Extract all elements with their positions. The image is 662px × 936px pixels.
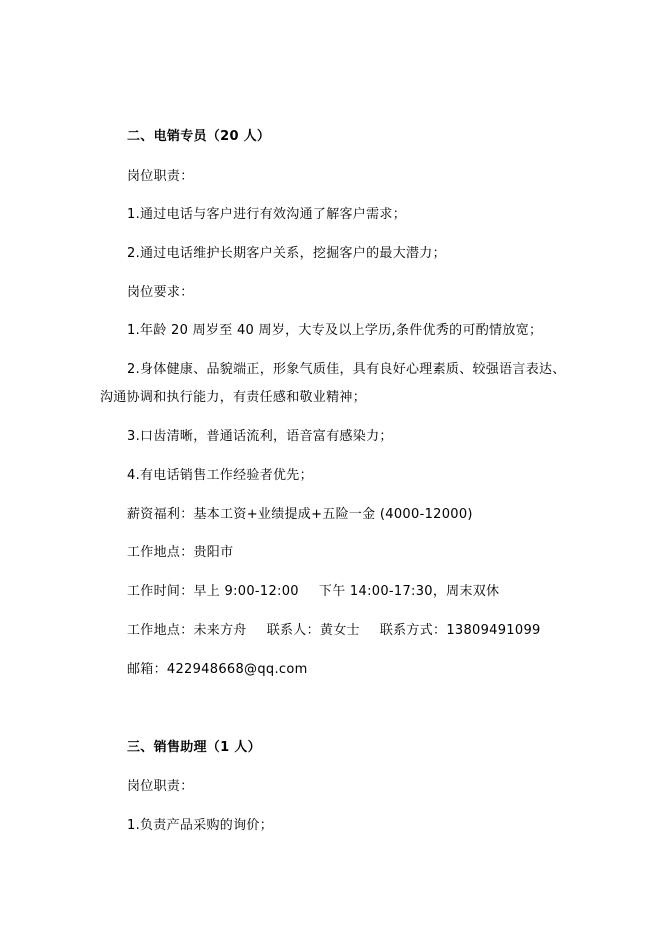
section2-requirement-3: 3.口齿清晰，普通话流利，语音富有感染力； [127, 429, 393, 444]
section3-heading: 三、销售助理（1 人） [127, 740, 261, 755]
section2-duty-2: 2.通过电话维护长期客户关系，挖掘客户的最大潜力； [127, 246, 446, 261]
section2-contact-phone: 联系方式：13809491099 [379, 623, 541, 638]
section2-heading: 二、电销专员（20 人） [127, 129, 271, 144]
section2-work-place: 工作地点：未来方舟 [127, 623, 247, 638]
section2-requirement-4: 4.有电话销售工作经验者优先； [127, 468, 313, 483]
section2-duties-title: 岗位职责： [127, 169, 194, 184]
section2-requirement-2-line2: 沟通协调和执行能力，有责任感和敬业精神； [100, 390, 367, 405]
section2-email: 邮箱：422948668@qq.com [127, 662, 308, 677]
section2-duty-1: 1.通过电话与客户进行有效沟通了解客户需求； [127, 207, 407, 222]
section2-hours [127, 582, 499, 602]
section2-contact-person: 联系人：黄女士 [266, 623, 360, 638]
section2-requirement-1: 1.年龄 20 周岁至 40 周岁，大专及以上学历,条件优秀的可酌情放宽； [127, 323, 543, 338]
section2-requirements-title: 岗位要求： [127, 285, 194, 300]
section3-duties-title: 岗位职责： [127, 779, 194, 794]
section2-contact-line [127, 621, 541, 641]
section2-salary: 薪资福利：基本工资+业绩提成+五险一金 (4000-12000) [127, 507, 473, 522]
section3-duty-1: 1.负责产品采购的询价； [127, 818, 274, 833]
section2-requirement-2-line1: 2.身体健康、品貌端正，形象气质佳，具有良好心理素质、较强语言表达、 [127, 362, 566, 377]
section2-hours-morning: 工作时间：早上 9:00-12:00 [127, 584, 299, 599]
section2-location: 工作地点：贵阳市 [127, 545, 234, 560]
section2-hours-afternoon: 下午 14:00-17:30，周末双休 [318, 584, 500, 599]
